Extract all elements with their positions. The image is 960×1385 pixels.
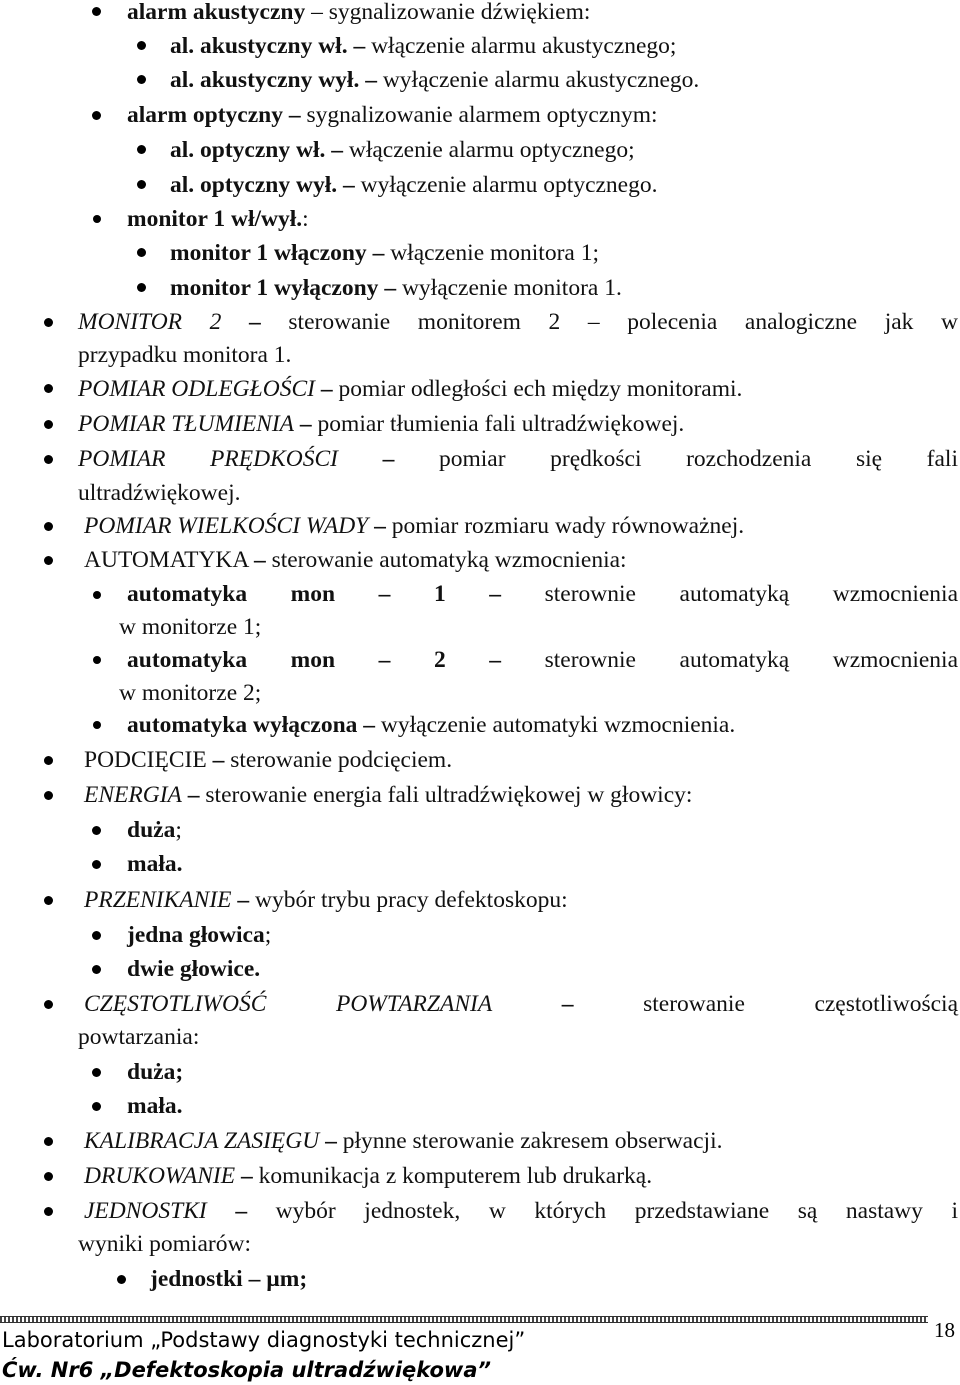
- footer-course-title: Laboratorium „Podstawy diagnostyki technicznej”: [2, 1328, 526, 1352]
- list-item: monitor 1 wł/wył.:: [127, 206, 309, 232]
- list-item: MONITOR 2 – sterowanie monitorem 2 – polecenia analogiczne jak w: [78, 309, 959, 335]
- list-item: JEDNOSTKI – wybór jednostek, w których przedstawiane są nastawy i: [84, 1198, 959, 1224]
- list-item: automatyka mon – 2 – sterownie automatyką wzmocnienia: [127, 647, 959, 673]
- list-item: alarm akustyczny – sygnalizowanie dźwiękiem:: [127, 0, 591, 25]
- list-item: alarm optyczny – sygnalizowanie alarmem optycznym:: [127, 102, 658, 128]
- bullet-icon: [92, 1102, 101, 1111]
- list-item: al. akustyczny wł. – włączenie alarmu akustycznego;: [170, 33, 677, 59]
- list-item: jednostki – µm;: [150, 1266, 308, 1292]
- list-item: jedna głowica;: [127, 922, 272, 948]
- list-item: POMIAR TŁUMIENIA – pomiar tłumienia fali ultradźwiękowej.: [78, 411, 685, 437]
- bullet-icon: [44, 756, 53, 765]
- footer-exercise-title: Ćw. Nr6 „Defektoskopia ultradźwiękowa”: [2, 1358, 492, 1382]
- bullet-icon: [44, 1207, 53, 1216]
- list-item: al. optyczny wł. – włączenie alarmu optycznego;: [170, 137, 635, 163]
- bullet-icon: [92, 7, 101, 16]
- bullet-icon: [137, 180, 146, 189]
- bullet-icon: [44, 420, 53, 429]
- list-item: KALIBRACJA ZASIĘGU – płynne sterowanie zakresem obserwacji.: [84, 1128, 723, 1154]
- list-item: monitor 1 włączony – włączenie monitora 1;: [170, 240, 599, 266]
- list-item-continuation: ultradźwiękowej.: [78, 480, 241, 506]
- bullet-icon: [92, 111, 101, 120]
- bullet-icon: [44, 384, 53, 393]
- list-item: ENERGIA – sterowanie energia fali ultradźwiękowej w głowicy:: [84, 782, 693, 808]
- bullet-icon: [92, 931, 101, 940]
- list-item: duża;: [127, 817, 182, 843]
- bullet-icon: [44, 318, 53, 327]
- bullet-icon: [137, 75, 146, 84]
- bullet-icon: [92, 965, 101, 974]
- bullet-icon: [137, 283, 146, 292]
- list-item: al. optyczny wył. – wyłączenie alarmu optycznego.: [170, 172, 658, 198]
- list-item: DRUKOWANIE – komunikacja z komputerem lub drukarką.: [84, 1163, 653, 1189]
- bullet-icon: [44, 556, 53, 565]
- bullet-icon: [137, 41, 146, 50]
- bullet-icon: [137, 145, 146, 154]
- list-item: duża;: [127, 1059, 184, 1085]
- list-item: POMIAR PRĘDKOŚCI – pomiar prędkości rozchodzenia się fali: [78, 446, 958, 472]
- bullet-icon: [93, 721, 101, 729]
- list-item: POMIAR WIELKOŚCI WADY – pomiar rozmiaru wady równoważnej.: [84, 513, 745, 539]
- bullet-icon: [44, 455, 53, 464]
- bullet-icon: [44, 896, 53, 905]
- list-item-continuation: przypadku monitora 1.: [78, 342, 292, 368]
- list-item: al. akustyczny wył. – wyłączenie alarmu akustycznego.: [170, 67, 700, 93]
- bullet-icon: [93, 656, 101, 664]
- page-number: 18: [934, 1318, 955, 1342]
- bullet-icon: [92, 1068, 101, 1077]
- bullet-icon: [44, 1137, 53, 1146]
- bullet-icon: [44, 522, 53, 531]
- list-item: PODCIĘCIE – sterowanie podcięciem.: [84, 747, 453, 773]
- list-item: automatyka mon – 1 – sterownie automatyką wzmocnienia: [127, 581, 959, 607]
- list-item: mała.: [127, 1093, 183, 1119]
- bullet-icon: [93, 591, 101, 599]
- list-item: mała.: [127, 851, 183, 877]
- list-item: dwie głowice.: [127, 956, 261, 982]
- bullet-icon: [137, 248, 146, 257]
- bullet-icon: [117, 1275, 126, 1284]
- bullet-icon: [92, 826, 101, 835]
- footer-divider: [0, 1316, 928, 1323]
- list-item-continuation: wyniki pomiarów:: [78, 1231, 251, 1257]
- bullet-icon: [44, 791, 53, 800]
- bullet-icon: [92, 860, 101, 869]
- bullet-icon: [44, 1000, 53, 1009]
- list-item-continuation: w monitorze 1;: [119, 614, 262, 640]
- list-item-continuation: powtarzania:: [78, 1024, 200, 1050]
- list-item-continuation: w monitorze 2;: [119, 680, 262, 706]
- list-item: automatyka wyłączona – wyłączenie automatyki wzmocnienia.: [127, 712, 736, 738]
- list-item: AUTOMATYKA – sterowanie automatyką wzmocnienia:: [84, 547, 627, 573]
- list-item: CZĘSTOTLIWOŚĆ POWTARZANIA – sterowanie częstotliwością: [84, 991, 959, 1017]
- bullet-icon: [93, 215, 101, 223]
- list-item: PRZENIKANIE – wybór trybu pracy defektoskopu:: [84, 887, 568, 913]
- list-item: monitor 1 wyłączony – wyłączenie monitora 1.: [170, 275, 622, 301]
- bullet-icon: [44, 1172, 53, 1181]
- list-item: POMIAR ODLEGŁOŚCI – pomiar odległości ech między monitorami.: [78, 376, 743, 402]
